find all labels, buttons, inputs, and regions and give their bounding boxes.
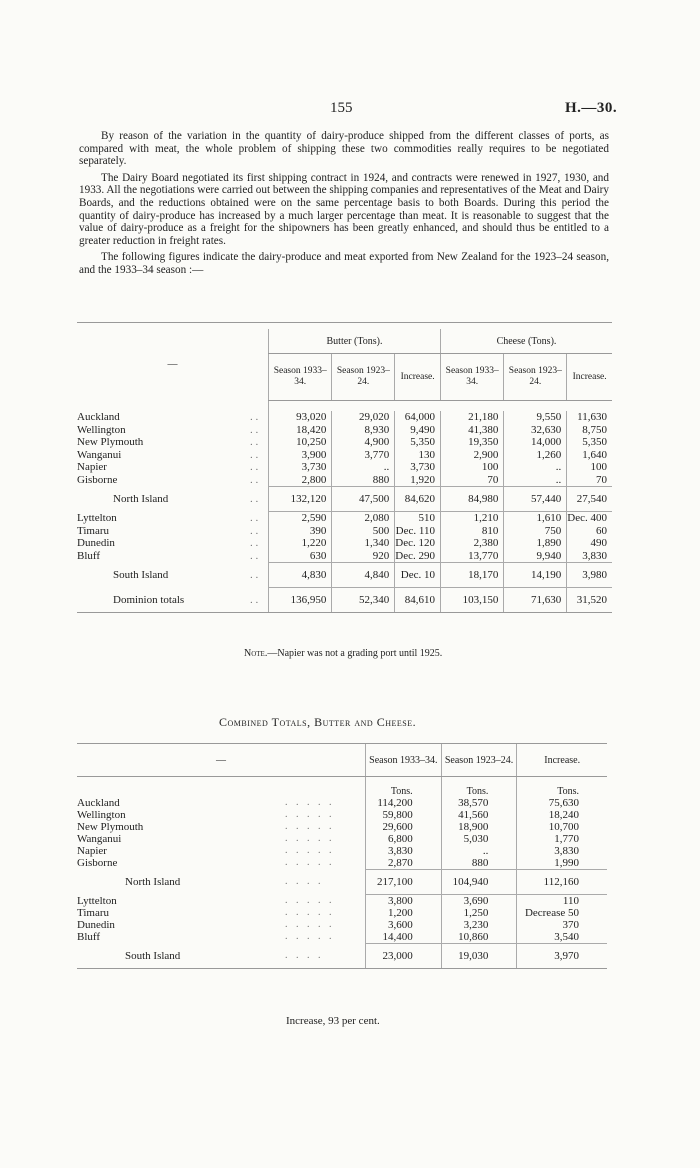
table-cell: 103,150 <box>440 588 503 613</box>
table-row <box>77 588 612 613</box>
table-footer: Increase, 93 per cent. <box>286 1015 380 1027</box>
table-cell: 1,640 <box>567 449 612 462</box>
table-cell: 3,690 <box>441 895 517 907</box>
table-cell: 1,340 <box>332 537 395 550</box>
col-header: Increase. <box>567 354 612 401</box>
table-cell: 110 <box>517 895 607 907</box>
section-title: Combined Totals, Butter and Cheese. <box>219 715 417 729</box>
table-cell: 10,250 <box>269 436 332 449</box>
table-row <box>77 537 612 550</box>
table-cell: 390 <box>269 525 332 538</box>
row-label: Gisborne <box>77 857 118 870</box>
col-header: Season 1923–24. <box>504 354 567 401</box>
table-cell: 136,950 <box>269 588 332 613</box>
table-row <box>77 809 607 821</box>
table-cell: 70 <box>567 474 612 487</box>
leader-dots: . . <box>250 461 259 473</box>
row-label: Lyttelton <box>77 512 117 524</box>
table-cell: 31,520 <box>567 588 612 613</box>
table-cell: 29,600 <box>366 821 442 833</box>
table-cell: 3,830 <box>366 845 442 857</box>
table-cell: 11,630 <box>567 411 612 424</box>
table-cell: 217,100 <box>366 870 442 895</box>
table-cell: 14,190 <box>504 563 567 588</box>
table-cell: 18,170 <box>440 563 503 588</box>
paragraph: The Dairy Board negotiated its first shipping contract in 1924, and contracts were renewed in 1927, 1930, and 1933. All the negotiations were carried out between the shipping companies and representatives of the Meat and Dairy Boards, and the reductions obtained were on the same percentage basis to both Boards. During this period the quantity of dairy-produce has increased by a much larger percentage than meat. It is reasonable to suggest that the value of dairy-produce as a freight for the shipowners has been greatly enhanced, and should thus be entitled to a greater reduction in freight rates. <box>79 171 609 247</box>
table-cell: 29,020 <box>332 411 395 424</box>
table-cell: 18,420 <box>269 424 332 437</box>
row-label: Dunedin <box>77 919 115 931</box>
table-cell: 9,490 <box>395 424 441 437</box>
leader-dots: . . <box>250 473 259 486</box>
row-label: Lyttelton <box>77 895 117 907</box>
body-text <box>79 130 609 281</box>
leader-dots: . . <box>250 423 259 436</box>
table-cell: 59,800 <box>366 809 442 821</box>
table-cell: 32,630 <box>504 424 567 437</box>
note-text: —Napier was not a grading port until 1925. <box>267 648 443 659</box>
table-cell: 3,830 <box>567 550 612 563</box>
table-cell: 132,120 <box>269 487 332 512</box>
leader-dots: . . . . . <box>285 919 335 930</box>
table-cell: 3,730 <box>395 461 441 474</box>
row-label: Auckland <box>77 797 120 809</box>
table-cell: 5,350 <box>395 436 441 449</box>
table-cell: 3,540 <box>517 931 607 944</box>
row-label: South Island <box>77 944 285 969</box>
leader-dots: . . <box>250 448 259 461</box>
table-cell: 114,200 <box>366 797 442 809</box>
table-cell: 41,380 <box>440 424 503 437</box>
table-cell: 100 <box>440 461 503 474</box>
table-cell: 880 <box>332 474 395 487</box>
table-cell: 71,630 <box>504 588 567 613</box>
table-cell: 19,350 <box>440 436 503 449</box>
table-cell: 70 <box>440 474 503 487</box>
table-cell: 3,730 <box>269 461 332 474</box>
table-cell: 1,210 <box>440 512 503 525</box>
col-header: Season 1923–24. <box>332 354 395 401</box>
table-cell: .. <box>504 474 567 487</box>
table-cell: .. <box>504 461 567 474</box>
table-cell: Dec. 10 <box>395 563 441 588</box>
leader-dots: . . . . . <box>285 833 335 844</box>
table-cell: 38,570 <box>441 797 517 809</box>
butter-header: Butter (Tons). <box>269 329 441 354</box>
row-label: Gisborne <box>77 473 118 486</box>
table-cell: 84,980 <box>440 487 503 512</box>
row-label: Dunedin <box>77 537 115 549</box>
table-cell: 21,180 <box>440 411 503 424</box>
table-cell: 19,030 <box>441 944 517 969</box>
row-label: North Island <box>113 493 169 506</box>
leader-dots: . . . . . <box>285 809 335 820</box>
table-row <box>77 895 607 907</box>
leader-dots: . . . . . <box>285 821 335 832</box>
col-header: Season 1933–34. <box>269 354 332 401</box>
table-row <box>77 907 607 919</box>
table-cell: 18,240 <box>517 809 607 821</box>
table-cell: 9,940 <box>504 550 567 563</box>
units-label: Tons. <box>517 777 607 798</box>
table-cell: 18,900 <box>441 821 517 833</box>
table-cell: 3,900 <box>269 449 332 462</box>
table-cell: 1,250 <box>441 907 517 919</box>
table-cell: 52,340 <box>332 588 395 613</box>
row-label: Wellington <box>77 809 126 821</box>
col-header: Season 1923–24. <box>441 744 517 777</box>
table-cell: 60 <box>567 525 612 538</box>
row-label: Wanganui <box>77 833 122 845</box>
cheese-header: Cheese (Tons). <box>440 329 612 354</box>
table-cell: 920 <box>332 550 395 563</box>
table-cell: 2,380 <box>440 537 503 550</box>
table-cell: 41,560 <box>441 809 517 821</box>
table-cell: 1,260 <box>504 449 567 462</box>
table-cell: 23,000 <box>366 944 442 969</box>
table-cell: 47,500 <box>332 487 395 512</box>
table-cell: 2,590 <box>269 512 332 525</box>
row-label: South Island <box>113 569 169 582</box>
table-row <box>77 424 612 437</box>
table-cell: 84,610 <box>395 588 441 613</box>
table-cell: 880 <box>441 857 517 870</box>
table-cell: 810 <box>440 525 503 538</box>
row-label: Bluff <box>77 931 101 944</box>
table-cell: 3,980 <box>567 563 612 588</box>
leader-dots: . . . . . <box>285 907 335 918</box>
table-cell: 100 <box>567 461 612 474</box>
col-header: Season 1933–34. <box>366 744 442 777</box>
table-cell: Dec. 290 <box>395 550 441 563</box>
table-row <box>77 474 612 487</box>
table-row <box>77 449 612 462</box>
table-row <box>77 821 607 833</box>
table-cell: 1,610 <box>504 512 567 525</box>
table-row <box>77 563 612 588</box>
table-cell: 10,860 <box>441 931 517 944</box>
leader-dots: . . <box>250 436 259 448</box>
table-row <box>77 845 607 857</box>
table-row <box>77 797 607 809</box>
combined-totals-table <box>77 743 607 969</box>
table-cell: 2,870 <box>366 857 442 870</box>
stub-header: — <box>77 744 366 777</box>
table-row <box>77 857 607 870</box>
table-cell: 3,800 <box>366 895 442 907</box>
leader-dots: . . <box>250 524 259 537</box>
table-cell: 4,840 <box>332 563 395 588</box>
table-cell: 10,700 <box>517 821 607 833</box>
leader-dots: . . . . . <box>285 845 335 856</box>
leader-dots: . . <box>250 493 259 506</box>
table-cell: 3,230 <box>441 919 517 931</box>
paragraph: The following figures indicate the dairy-produce and meat exported from New Zealand for the 1923–24 season, and the 1933–34 season :— <box>79 251 609 276</box>
page-number: 155 <box>330 100 353 116</box>
document-reference: H.—30. <box>565 100 618 116</box>
table-cell: 1,200 <box>366 907 442 919</box>
table-cell: 1,220 <box>269 537 332 550</box>
stub-header: — <box>167 359 178 371</box>
leader-dots: . . <box>250 588 269 613</box>
table-row <box>77 436 612 449</box>
leader-dots: . . . . <box>285 876 324 888</box>
table-cell: 3,770 <box>332 449 395 462</box>
table-row <box>77 550 612 563</box>
leader-dots: . . <box>250 569 259 582</box>
row-label: Bluff <box>77 549 101 562</box>
table-row <box>77 931 607 944</box>
table-note <box>244 648 442 659</box>
table-cell: 1,990 <box>517 857 607 870</box>
row-label: Wanganui <box>77 448 122 461</box>
table-cell: Decrease 50 <box>517 907 607 919</box>
table-cell: 1,920 <box>395 474 441 487</box>
table-row <box>77 833 607 845</box>
row-label: Auckland <box>77 411 120 423</box>
leader-dots: . . <box>250 537 259 549</box>
row-label: Dominion totals <box>77 588 250 613</box>
table-row <box>77 512 612 525</box>
row-label: New Plymouth <box>77 821 144 833</box>
table-cell: 75,630 <box>517 797 607 809</box>
table-cell: 510 <box>395 512 441 525</box>
table-cell: 104,940 <box>441 870 517 895</box>
col-header: Season 1933–34. <box>440 354 503 401</box>
table-cell: 490 <box>567 537 612 550</box>
table-cell: 130 <box>395 449 441 462</box>
row-label: Wellington <box>77 423 126 436</box>
table-cell: 1,890 <box>504 537 567 550</box>
units-label: Tons. <box>441 777 517 798</box>
table-row <box>77 870 607 895</box>
table-cell: 500 <box>332 525 395 538</box>
table-cell: Dec. 120 <box>395 537 441 550</box>
table-cell: 370 <box>517 919 607 931</box>
table-row <box>77 919 607 931</box>
table-cell: 750 <box>504 525 567 538</box>
table-row <box>77 411 612 424</box>
table-cell: 112,160 <box>517 870 607 895</box>
table-row <box>77 461 612 474</box>
table-cell: 3,970 <box>517 944 607 969</box>
table-cell: 5,350 <box>567 436 612 449</box>
table-cell: 4,900 <box>332 436 395 449</box>
table-cell: 27,540 <box>567 487 612 512</box>
table-cell: 8,930 <box>332 424 395 437</box>
table-cell: 93,020 <box>269 411 332 424</box>
table-cell: .. <box>332 461 395 474</box>
table-cell: 1,770 <box>517 833 607 845</box>
table-cell: 3,600 <box>366 919 442 931</box>
note-label: Note. <box>244 648 268 659</box>
table-cell: Dec. 400 <box>567 512 612 525</box>
row-label: Napier <box>77 845 107 857</box>
units-label: Tons. <box>366 777 442 798</box>
table-cell: 14,000 <box>504 436 567 449</box>
table-cell: 13,770 <box>440 550 503 563</box>
table-cell: 8,750 <box>567 424 612 437</box>
table-cell: 630 <box>269 550 332 563</box>
table-cell: 84,620 <box>395 487 441 512</box>
table-cell: 64,000 <box>395 411 441 424</box>
table-row <box>77 525 612 538</box>
leader-dots: . . <box>250 549 259 562</box>
leader-dots: . . . . . <box>285 931 335 943</box>
table-row <box>77 944 607 969</box>
leader-dots: . . . . . <box>285 797 335 808</box>
leader-dots: . . <box>250 411 259 423</box>
table-cell: 2,080 <box>332 512 395 525</box>
row-label: Timaru <box>77 524 109 537</box>
table-cell: .. <box>441 845 517 857</box>
table-cell: Dec. 110 <box>395 525 441 538</box>
table-cell: 3,830 <box>517 845 607 857</box>
row-label: Timaru <box>77 907 109 919</box>
butter-cheese-table <box>77 322 612 613</box>
paragraph: By reason of the variation in the quantity of dairy-produce shipped from the different classes of ports, as compared with meat, the whole problem of shipping these two commodities really requires to be negotiated separately. <box>79 130 609 168</box>
row-label: North Island <box>125 876 181 889</box>
leader-dots: . . . . . <box>285 857 335 869</box>
table-cell: 6,800 <box>366 833 442 845</box>
table-cell: 57,440 <box>504 487 567 512</box>
col-header: Increase. <box>395 354 441 401</box>
table-cell: 9,550 <box>504 411 567 424</box>
leader-dots: . . . . . <box>285 895 335 906</box>
leader-dots: . . <box>250 512 259 524</box>
table-cell: 2,900 <box>440 449 503 462</box>
table-cell: 5,030 <box>441 833 517 845</box>
table-cell: 4,830 <box>269 563 332 588</box>
row-label: Napier <box>77 461 107 473</box>
table-row <box>77 487 612 512</box>
col-header: Increase. <box>517 744 607 777</box>
table-cell: 14,400 <box>366 931 442 944</box>
table-cell: 2,800 <box>269 474 332 487</box>
row-label: New Plymouth <box>77 436 144 448</box>
leader-dots: . . . . <box>285 944 366 969</box>
